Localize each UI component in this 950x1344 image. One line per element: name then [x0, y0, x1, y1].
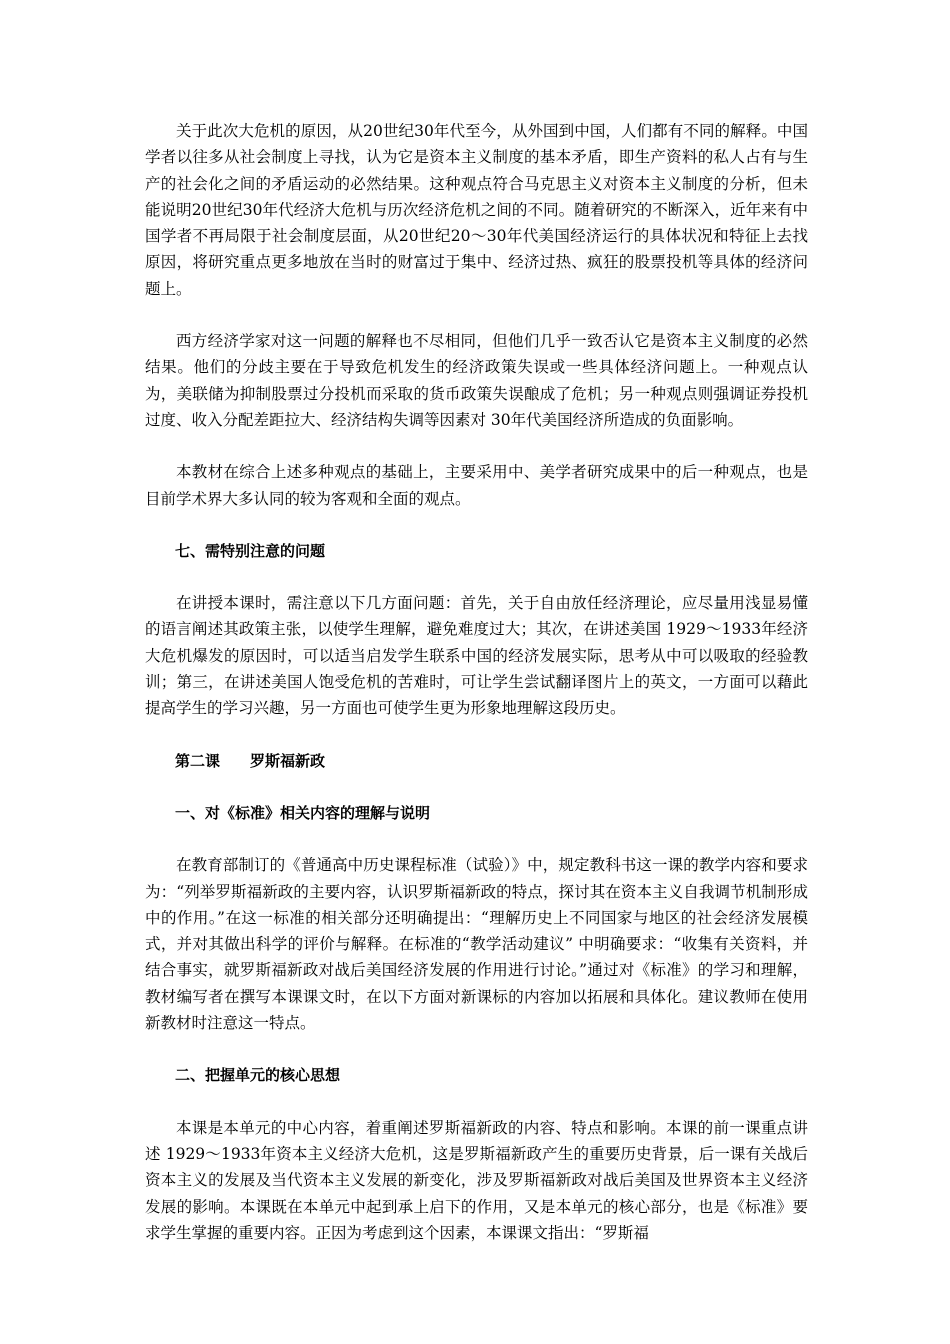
- section-heading-special-attention: 七、需特别注意的问题: [175, 541, 326, 560]
- paragraph-crisis-causes-china: 关于此次大危机的原因，从20世纪30年代至今，从外国到中国，人们都有不同的解释。中国学者以往多从社会制度上寻找，认为它是资本主义制度的基本矛盾，即生产资料的私人占有与生产的社会化之间的矛盾运动的必然结果。这种观点符合马克思主义对资本主义制度的分析，但未能说明20世纪30年代经济大危机与历次经济危机之间的不同。随着研究的不断深入，近年来有中国学者不再局限于社会制度层面，从20世纪20～30年代美国经济运行的具体状况和特征上去找原因，将研究重点更多地放在当时的财富过于集中、经济过热、疯狂的股票投机等具体的经济问题上。: [145, 122, 808, 298]
- paragraph-unit-core: 本课是本单元的中心内容，着重阐述罗斯福新政的内容、特点和影响。本课的前一课重点讲述 1929～1933年资本主义经济大危机，这是罗斯福新政产生的重要历史背景，后一课有关战后资本主义的发展及当代资本主义发展的新变化，涉及罗斯福新政对战后美国及世界资本主义经济发展的影响。本课既在本单元中起到承上启下的作用，又是本单元的核心部分，也是《标准》要求学生掌握的重要内容。正因为考虑到这个因素，本课课文指出：“罗斯福: [145, 1118, 808, 1242]
- paragraph-teaching-notes: 在讲授本课时，需注意以下几方面问题：首先，关于自由放任经济理论，应尽量用浅显易懂的语言阐述其政策主张，以使学生理解，避免难度过大；其次，在讲述美国 1929～1933年经济大危机爆发的原因时，可以适当启发学生联系中国的经济发展实际，思考从中可以吸取的经验教训；第三，在讲述美国人饱受危机的苦难时，可让学生尝试翻译图片上的英文，一方面可以藉此提高学生的学习兴趣，另一方面也可使学生更为形象地理解这段历史。: [145, 594, 808, 718]
- section-heading-standard: 一、对《标准》相关内容的理解与说明: [175, 803, 431, 822]
- document-page: [145, 118, 808, 1272]
- lesson-heading: [145, 748, 808, 774]
- section-heading-core-idea: 二、把握单元的核心思想: [175, 1066, 341, 1085]
- paragraph-crisis-causes-west: 西方经济学家对这一问题的解释也不尽相同，但他们几乎一致否认它是资本主义制度的必然结果。他们的分歧主要在于导致危机发生的经济政策失误或一些具体经济问题上。一种观点认为，美联储为抑制股票过分投机而采取的货币政策失误酿成了危机；另一种观点则强调证券投机过度、收入分配差距拉大、经济结构失调等因素对 30年代美国经济所造成的负面影响。: [145, 332, 808, 429]
- lesson-title: 罗斯福新政: [250, 751, 326, 770]
- paragraph-curriculum-standard: 在教育部制订的《普通高中历史课程标准（试验）》中，规定教科书这一课的教学内容和要求为：“列举罗斯福新政的主要内容，认识罗斯福新政的特点，探讨其在资本主义自我调节机制形成中的作用。”在这一标准的相关部分还明确提出：“理解历史上不同国家与地区的社会经济发展模式，并对其做出科学的评价与解释。在标准的“教学活动建议” 中明确要求：“收集有关资料，并结合事实，就罗斯福新政对战后美国经济发展的作用进行讨论。”通过对《标准》的学习和理解，教材编写者在撰写本课课文时，在以下方面对新课标的内容加以拓展和具体化。建议教师在使用新教材时注意这一特点。: [145, 856, 808, 1033]
- paragraph-textbook-viewpoint: 本教材在综合上述多种观点的基础上，主要采用中、美学者研究成果中的后一种观点，也是目前学术界大多认同的较为客观和全面的观点。: [145, 463, 808, 508]
- lesson-number: 第二课: [175, 751, 221, 770]
